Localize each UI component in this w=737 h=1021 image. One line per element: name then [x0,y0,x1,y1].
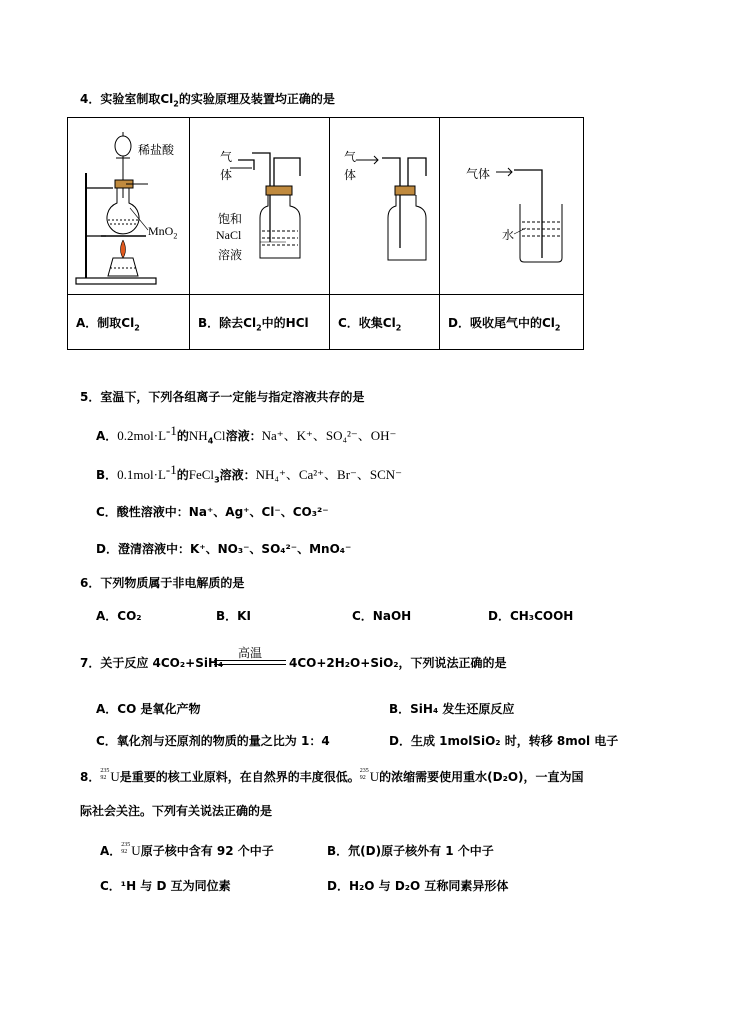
q5-option-d: D．澄清溶液中：K⁺、NO₃⁻、SO₄²⁻、MnO₄⁻ [96,542,352,556]
caption-d: D．吸收尾气中的$Cl_2$ [440,295,584,350]
u235-isotope-3: 235 92 [121,842,131,855]
u235-isotope-2: 235 92 [359,768,369,781]
caption-a: A．制取$Cl_2$ [68,295,190,350]
q6-option-b: B．KI [216,609,251,623]
label-gas-d: 气体 [466,167,491,181]
label-water: 水 [502,228,515,242]
figure-c-cell [330,118,440,295]
q7-option-d: D．生成 1molSiO₂ 时，转移 8mol 电子 [389,734,619,748]
q7-equals-sign [214,660,286,665]
q6-stem: 6．下列物质属于非电解质的是 [80,576,245,590]
label-gas-c1: 气 [344,150,357,164]
q5-option-b: B．$0.1mol\cdot L^{-1}$的FeCl$_3$溶液：NH₄⁺、Ca²⁺、Br⁻、SCN⁻ [96,462,403,485]
q5-stem: 5．室温下，下列各组离子一定能与指定溶液共存的是 [80,390,365,404]
q4-stem: 4．实验室制取$Cl_2$的实验原理及装置均正确的是 [80,92,335,109]
beaker-absorption-figure [440,118,584,294]
label-gas-b2: 体 [220,168,233,182]
collecting-bottle-figure [330,118,440,294]
label-dilute-hcl: 稀盐酸 [138,143,175,157]
label-gas-b1: 气 [220,150,233,164]
q5-option-a: A．$0.2mol\cdot L^{-1}$的$NH_4Cl$溶液：Na⁺、K⁺、SO₄²⁻、OH⁻ [96,423,397,446]
q7-option-a: A．CO 是氧化产物 [96,702,201,716]
q8-option-b: B．氘(D)原子核外有 1 个中子 [327,844,494,858]
q7-option-b: B．SiH₄ 发生还原反应 [389,702,515,716]
label-nacl: NaCl [216,228,242,242]
figure-a-cell [68,118,190,295]
q7-reaction-condition: 高温 [238,646,263,660]
label-saturated: 饱和 [218,212,243,226]
q8-line1: 8． 235 92 U是重要的核工业原料，在自然界的丰度很低。 235 92 U的浓缩需要使用重水(D₂O)，一直为国 [80,768,584,784]
wash-bottle-figure [190,118,330,294]
apparatus-table [67,117,584,350]
label-gas-c2: 体 [344,168,357,182]
figure-d-cell [440,118,584,295]
label-mno2: MnO$_2$ [148,224,178,241]
q8-option-d: D．H₂O 与 D₂O 互称同素异形体 [327,879,509,893]
q7-option-c: C．氧化剂与还原剂的物质的量之比为 1：4 [96,734,330,748]
figure-b-cell [190,118,330,295]
q7-stem-pre: 7．关于反应 4CO₂+SiH₄ [80,656,224,670]
u235-isotope: 235 92 [100,768,110,781]
label-solution: 溶液 [218,248,243,262]
q6-option-d: D．CH₃COOH [488,609,574,623]
q5-option-c: C．酸性溶液中：Na⁺、Ag⁺、Cl⁻、CO₃²⁻ [96,505,329,519]
q6-option-a: A．CO₂ [96,609,142,623]
caption-c: C．收集$Cl_2$ [330,295,440,350]
q8-line2: 际社会关注。下列有关说法正确的是 [80,804,273,818]
q8-option-a: A． 235 92 U原子核中含有 92 个中子 [100,842,274,858]
q8-option-c: C．¹H 与 D 互为同位素 [100,879,231,893]
q6-option-c: C．NaOH [352,609,412,623]
caption-b: B．除去$Cl_2$中的HCl [190,295,330,350]
q7-stem-post: 4CO+2H₂O+SiO₂，下列说法正确的是 [289,656,507,670]
